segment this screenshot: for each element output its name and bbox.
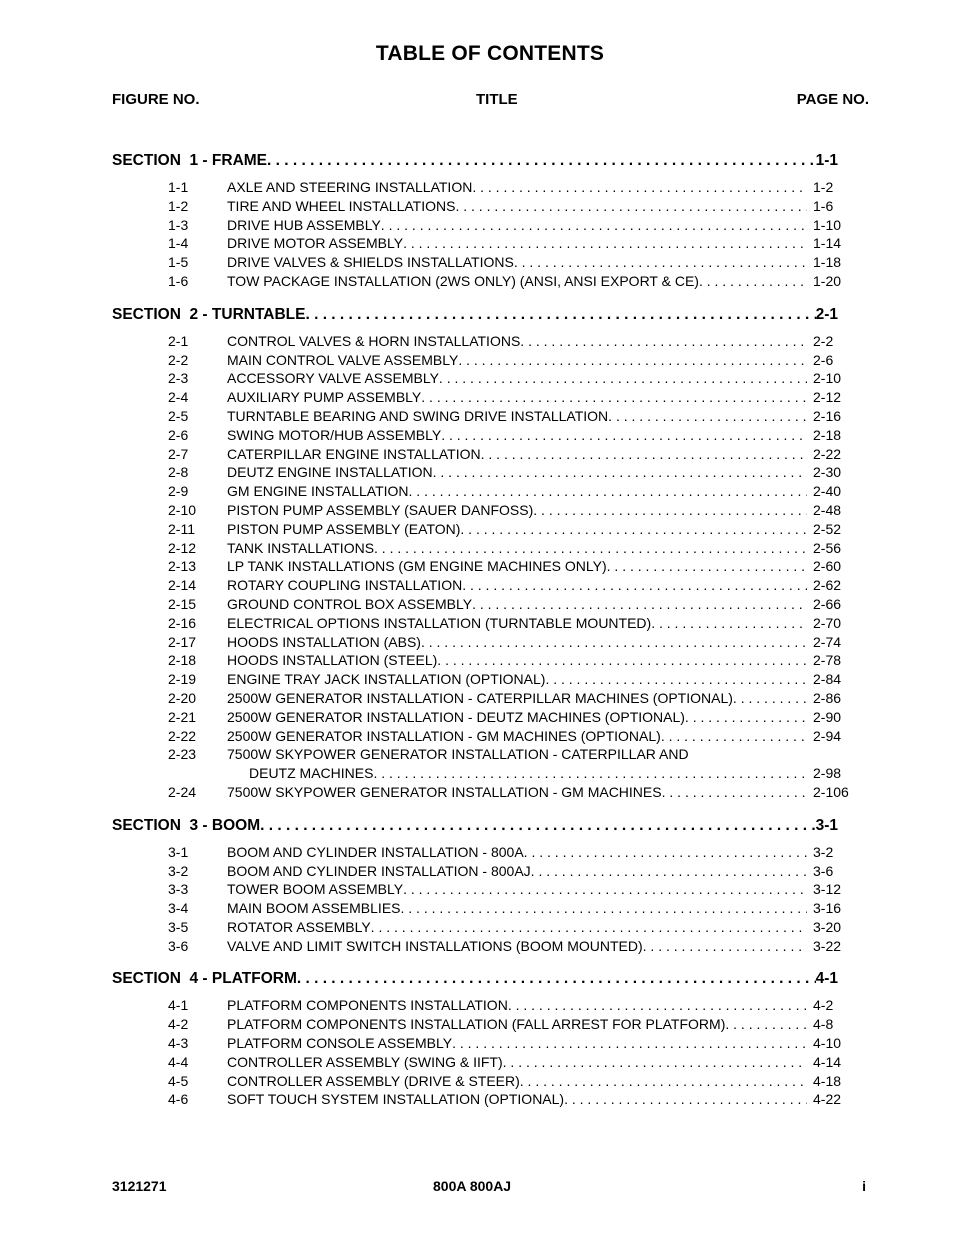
entry-line bbox=[227, 253, 807, 272]
entry-title: 2500W GENERATOR INSTALLATION - GM MACHINES (OPTIONAL) bbox=[227, 727, 661, 744]
toc-entry[interactable] bbox=[112, 862, 852, 881]
entry-line bbox=[227, 407, 807, 426]
entry-page: 2-74 bbox=[813, 633, 842, 650]
entry-title: TOW PACKAGE INSTALLATION (2WS ONLY) (ANSI, ANSI EXPORT & CE) bbox=[227, 272, 699, 289]
toc-entry[interactable] bbox=[112, 332, 852, 351]
entry-title: ENGINE TRAY JACK INSTALLATION (OPTIONAL) bbox=[227, 671, 546, 688]
figure-number: 4-5 bbox=[168, 1072, 189, 1089]
entry-page: 4-18 bbox=[813, 1072, 842, 1089]
entry-title: TIRE AND WHEEL INSTALLATIONS bbox=[227, 197, 456, 214]
toc-entry[interactable] bbox=[112, 557, 852, 576]
toc-entry[interactable] bbox=[112, 764, 852, 783]
toc-entry[interactable] bbox=[112, 234, 852, 253]
entry-page: 1-14 bbox=[813, 235, 842, 252]
entry-page: 3-20 bbox=[813, 918, 842, 935]
entry-title: DRIVE HUB ASSEMBLY bbox=[227, 216, 381, 233]
entry-line bbox=[227, 633, 807, 652]
entry-page: 1-2 bbox=[813, 179, 834, 195]
entry-title: GM ENGINE INSTALLATION bbox=[227, 483, 409, 500]
entry-page: 1-10 bbox=[813, 216, 842, 233]
entry-line bbox=[227, 745, 804, 764]
entry-line bbox=[227, 614, 807, 633]
entry-title: LP TANK INSTALLATIONS (GM ENGINE MACHINES ONLY) bbox=[227, 558, 607, 575]
toc-entry[interactable] bbox=[112, 1072, 852, 1091]
dot-leader bbox=[460, 520, 807, 539]
entry-title: AXLE AND STEERING INSTALLATION bbox=[227, 179, 473, 195]
entry-page: 2-56 bbox=[813, 539, 842, 556]
entry-page: 2-60 bbox=[813, 558, 842, 575]
figure-number: 2-7 bbox=[168, 445, 189, 462]
entry-line bbox=[227, 369, 807, 388]
entry-title: HOODS INSTALLATION (ABS) bbox=[227, 633, 421, 650]
entry-line bbox=[227, 351, 807, 370]
dot-leader bbox=[531, 862, 807, 881]
entry-page: 2-18 bbox=[813, 426, 842, 443]
entry-page: 3-12 bbox=[813, 881, 842, 898]
entry-title: MAIN CONTROL VALVE ASSEMBLY bbox=[227, 351, 459, 368]
entry-page: 2-84 bbox=[813, 671, 842, 688]
figure-number: 4-1 bbox=[168, 997, 189, 1014]
section-heading[interactable] bbox=[112, 305, 838, 325]
toc-entry[interactable] bbox=[112, 197, 852, 216]
dot-leader bbox=[503, 1053, 807, 1072]
toc-entry[interactable] bbox=[112, 1015, 852, 1034]
table-of-contents bbox=[112, 151, 852, 1123]
entry-page: 3-16 bbox=[813, 900, 842, 917]
entry-page: 2-90 bbox=[813, 708, 842, 725]
dot-leader bbox=[607, 557, 807, 576]
toc-entry[interactable] bbox=[112, 996, 852, 1015]
dot-leader bbox=[545, 670, 807, 689]
entry-line bbox=[227, 880, 807, 899]
entry-line bbox=[227, 670, 807, 689]
figure-number: 1-5 bbox=[168, 254, 189, 271]
dot-leader bbox=[433, 463, 807, 482]
entry-line bbox=[227, 426, 807, 445]
entry-page: 2-30 bbox=[813, 464, 842, 481]
section-heading[interactable] bbox=[112, 969, 838, 989]
entry-line bbox=[227, 1053, 807, 1072]
dot-leader bbox=[373, 764, 807, 783]
toc-entry[interactable] bbox=[112, 1034, 852, 1053]
entry-title: PISTON PUMP ASSEMBLY (SAUER DANFOSS) bbox=[227, 501, 534, 518]
entry-page: 2-86 bbox=[813, 689, 842, 706]
toc-section-group bbox=[112, 151, 852, 291]
figure-number: 2-15 bbox=[168, 595, 197, 612]
toc-entry[interactable] bbox=[112, 783, 852, 802]
toc-entry[interactable] bbox=[112, 843, 852, 862]
entry-page: 1-18 bbox=[813, 254, 842, 271]
figure-number: 2-3 bbox=[168, 370, 189, 387]
entry-line bbox=[227, 576, 807, 595]
dot-leader bbox=[685, 708, 807, 727]
entry-title: ROTATOR ASSEMBLY bbox=[227, 918, 371, 935]
dot-leader bbox=[458, 351, 807, 370]
entry-title: ACCESSORY VALVE ASSEMBLY bbox=[227, 370, 439, 387]
entry-page: 2-52 bbox=[813, 520, 842, 537]
dot-leader bbox=[267, 151, 816, 171]
entry-line bbox=[227, 520, 807, 539]
toc-entry[interactable] bbox=[112, 651, 852, 670]
figure-number: 2-8 bbox=[168, 464, 189, 481]
entry-title: AUXILIARY PUMP ASSEMBLY bbox=[227, 389, 422, 406]
entry-line bbox=[227, 1090, 807, 1109]
figure-number: 2-17 bbox=[168, 633, 197, 650]
entry-page: 2-106 bbox=[813, 783, 849, 800]
entry-line bbox=[227, 272, 807, 291]
entry-line bbox=[227, 197, 807, 216]
dot-leader bbox=[374, 539, 807, 558]
section-title: SECTION 1 - FRAME bbox=[112, 152, 268, 169]
figure-number: 4-6 bbox=[168, 1091, 189, 1108]
toc-entry[interactable] bbox=[112, 937, 852, 956]
dot-leader bbox=[733, 689, 807, 708]
figure-number: 2-6 bbox=[168, 426, 189, 443]
section-page: 2-1 bbox=[815, 305, 838, 323]
entry-page: 3-22 bbox=[813, 937, 842, 954]
title-header: TITLE bbox=[476, 91, 518, 108]
dot-leader bbox=[403, 234, 807, 253]
dot-leader bbox=[441, 426, 807, 445]
figure-number: 1-1 bbox=[168, 179, 189, 195]
entry-title: BOOM AND CYLINDER INSTALLATION - 800A bbox=[227, 843, 524, 860]
entry-title: BOOM AND CYLINDER INSTALLATION - 800AJ bbox=[227, 862, 531, 879]
toc-entry[interactable] bbox=[112, 253, 852, 272]
entry-page: 2-40 bbox=[813, 483, 842, 500]
entry-title: 2500W GENERATOR INSTALLATION - CATERPILLAR MACHINES (OPTIONAL) bbox=[227, 689, 733, 706]
figure-number: 1-3 bbox=[168, 216, 189, 233]
entry-title: 7500W SKYPOWER GENERATOR INSTALLATION - CATERPILLAR AND bbox=[227, 746, 689, 763]
toc-entry[interactable] bbox=[112, 880, 852, 899]
entry-title: GROUND CONTROL BOX ASSEMBLY bbox=[227, 595, 473, 612]
entry-line bbox=[227, 178, 807, 197]
figure-number: 2-2 bbox=[168, 351, 189, 368]
figure-number: 2-13 bbox=[168, 558, 197, 575]
entry-line bbox=[227, 899, 807, 918]
entry-line bbox=[227, 216, 807, 235]
entry-page: 2-98 bbox=[813, 765, 842, 782]
toc-entry[interactable] bbox=[112, 501, 852, 520]
section-page: 4-1 bbox=[815, 970, 838, 988]
dot-leader bbox=[401, 899, 808, 918]
dot-leader bbox=[462, 576, 807, 595]
entry-title: VALVE AND LIMIT SWITCH INSTALLATIONS (BOOM MOUNTED) bbox=[227, 937, 643, 954]
entry-line bbox=[227, 501, 807, 520]
entry-page: 2-48 bbox=[813, 501, 842, 518]
entry-page: 4-2 bbox=[813, 997, 834, 1014]
section-heading[interactable] bbox=[112, 816, 838, 836]
toc-entry[interactable] bbox=[112, 520, 852, 539]
entry-line bbox=[227, 843, 807, 862]
figure-number: 4-4 bbox=[168, 1053, 189, 1070]
entry-line bbox=[227, 595, 807, 614]
entry-page: 4-22 bbox=[813, 1091, 842, 1108]
figure-number: 2-19 bbox=[168, 671, 197, 688]
figure-number: 2-14 bbox=[168, 577, 197, 594]
dot-leader bbox=[508, 996, 807, 1015]
entry-title: DEUTZ ENGINE INSTALLATION bbox=[227, 464, 433, 481]
dot-leader bbox=[297, 969, 816, 989]
dot-leader bbox=[439, 369, 807, 388]
entry-page: 4-10 bbox=[813, 1035, 842, 1052]
entry-page: 2-16 bbox=[813, 407, 842, 424]
toc-entry[interactable] bbox=[112, 539, 852, 558]
toc-entry[interactable] bbox=[112, 745, 852, 764]
entry-title: 7500W SKYPOWER GENERATOR INSTALLATION - GM MACHINES bbox=[227, 783, 662, 800]
entry-title: PISTON PUMP ASSEMBLY (EATON) bbox=[227, 520, 461, 537]
figure-number: 3-5 bbox=[168, 918, 189, 935]
dot-leader bbox=[452, 1034, 807, 1053]
entry-line bbox=[227, 937, 807, 956]
toc-entry[interactable] bbox=[112, 178, 852, 197]
figure-number: 3-4 bbox=[168, 900, 189, 917]
entry-line bbox=[227, 1034, 807, 1053]
entry-line bbox=[227, 1072, 807, 1091]
section-heading[interactable] bbox=[112, 151, 838, 171]
dot-leader bbox=[260, 816, 815, 836]
entry-page: 2-94 bbox=[813, 727, 842, 744]
entry-page: 2-10 bbox=[813, 370, 842, 387]
entry-line bbox=[227, 727, 807, 746]
toc-entry[interactable] bbox=[112, 708, 852, 727]
entry-page: 2-78 bbox=[813, 652, 842, 669]
dot-leader bbox=[437, 651, 807, 670]
entry-title: CONTROLLER ASSEMBLY (DRIVE & STEER) bbox=[227, 1072, 520, 1089]
entry-line bbox=[227, 234, 807, 253]
entry-page: 2-66 bbox=[813, 595, 842, 612]
dot-leader bbox=[651, 614, 807, 633]
dot-leader bbox=[725, 1015, 807, 1034]
dot-leader bbox=[421, 388, 807, 407]
entry-line bbox=[227, 651, 807, 670]
entry-page: 1-6 bbox=[813, 197, 834, 214]
figure-number: 2-21 bbox=[168, 708, 197, 725]
toc-section-group bbox=[112, 969, 852, 1109]
model-name: 800A 800AJ bbox=[433, 1178, 512, 1194]
dot-leader bbox=[533, 501, 807, 520]
toc-entry[interactable] bbox=[112, 899, 852, 918]
dot-leader bbox=[608, 407, 807, 426]
entry-line bbox=[227, 463, 807, 482]
entry-page: 2-6 bbox=[813, 351, 834, 368]
entry-page: 2-22 bbox=[813, 445, 842, 462]
figure-number: 3-1 bbox=[168, 843, 189, 860]
figure-number: 2-5 bbox=[168, 407, 189, 424]
dot-leader bbox=[520, 332, 807, 351]
entry-line bbox=[227, 783, 807, 802]
entry-line bbox=[227, 539, 807, 558]
toc-entry[interactable] bbox=[112, 407, 852, 426]
entry-line bbox=[227, 445, 807, 464]
entry-title: ELECTRICAL OPTIONS INSTALLATION (TURNTABLE MOUNTED) bbox=[227, 614, 652, 631]
page-no-header: PAGE NO. bbox=[796, 91, 869, 108]
entry-line bbox=[227, 689, 807, 708]
toc-entry[interactable] bbox=[112, 727, 852, 746]
entry-title: SOFT TOUCH SYSTEM INSTALLATION (OPTIONAL) bbox=[227, 1091, 565, 1108]
dot-leader bbox=[661, 727, 807, 746]
toc-section-group bbox=[112, 305, 852, 802]
figure-number: 2-16 bbox=[168, 614, 197, 631]
section-title: SECTION 2 - TURNTABLE bbox=[112, 305, 306, 323]
figure-number: 2-12 bbox=[168, 539, 197, 556]
dot-leader bbox=[455, 197, 807, 216]
figure-number: 1-6 bbox=[168, 272, 189, 289]
toc-entry[interactable] bbox=[112, 351, 852, 370]
figure-number: 2-11 bbox=[168, 520, 195, 537]
figure-number: 2-24 bbox=[168, 783, 197, 800]
toc-entry[interactable] bbox=[112, 426, 852, 445]
entry-line bbox=[227, 1015, 807, 1034]
document-number: 3121271 bbox=[112, 1178, 167, 1194]
dot-leader bbox=[421, 633, 807, 652]
figure-number: 3-3 bbox=[168, 881, 189, 898]
figure-number: 2-18 bbox=[168, 652, 197, 669]
toc-entry[interactable] bbox=[112, 918, 852, 937]
dot-leader bbox=[371, 918, 807, 937]
entry-line bbox=[227, 557, 807, 576]
entry-title: CONTROL VALVES & HORN INSTALLATIONS bbox=[227, 332, 521, 349]
toc-entry[interactable] bbox=[112, 576, 852, 595]
figure-number: 3-6 bbox=[168, 937, 189, 954]
entry-title: 2500W GENERATOR INSTALLATION - DEUTZ MACHINES (OPTIONAL) bbox=[227, 708, 685, 725]
dot-leader bbox=[481, 445, 807, 464]
entry-title: ROTARY COUPLING INSTALLATION bbox=[227, 577, 463, 594]
dot-leader bbox=[514, 253, 807, 272]
figure-number: 1-2 bbox=[168, 197, 189, 214]
figure-number: 2-4 bbox=[168, 389, 189, 406]
entry-title: PLATFORM COMPONENTS INSTALLATION bbox=[227, 997, 508, 1014]
toc-entry[interactable] bbox=[112, 689, 852, 708]
entry-page: 4-8 bbox=[813, 1016, 834, 1033]
entry-title: CATERPILLAR ENGINE INSTALLATION bbox=[227, 445, 481, 462]
entry-line bbox=[227, 918, 807, 937]
entry-line bbox=[227, 708, 807, 727]
toc-entry[interactable] bbox=[112, 216, 852, 235]
toc-entry[interactable] bbox=[112, 463, 852, 482]
entry-title: MAIN BOOM ASSEMBLIES bbox=[227, 900, 401, 917]
entry-page: 2-70 bbox=[813, 614, 842, 631]
toc-entry[interactable] bbox=[112, 595, 852, 614]
entry-page: 2-62 bbox=[813, 577, 842, 594]
entry-page: 3-6 bbox=[813, 862, 834, 879]
entry-title: TURNTABLE BEARING AND SWING DRIVE INSTALLATION bbox=[227, 407, 609, 424]
figure-number: 2-1 bbox=[168, 332, 189, 349]
toc-entry[interactable] bbox=[112, 1053, 852, 1072]
entry-title: PLATFORM CONSOLE ASSEMBLY bbox=[227, 1035, 453, 1052]
figure-number: 1-4 bbox=[168, 235, 189, 252]
dot-leader bbox=[662, 783, 807, 802]
entry-title: DRIVE VALVES & SHIELDS INSTALLATIONS bbox=[227, 254, 514, 271]
figure-number: 2-23 bbox=[168, 746, 197, 763]
section-title: SECTION 3 - BOOM bbox=[112, 816, 261, 834]
figure-number: 2-9 bbox=[168, 483, 189, 500]
section-page: 3-1 bbox=[815, 816, 838, 834]
dot-leader bbox=[305, 305, 815, 325]
entry-line bbox=[227, 996, 807, 1015]
toc-section-group bbox=[112, 816, 852, 956]
toc-entry[interactable] bbox=[112, 388, 852, 407]
section-page: 1-1 bbox=[815, 152, 838, 169]
entry-page: 4-14 bbox=[813, 1053, 842, 1070]
entry-title: HOODS INSTALLATION (STEEL) bbox=[227, 652, 438, 669]
entry-title: TANK INSTALLATIONS bbox=[227, 539, 375, 556]
figure-number: 4-2 bbox=[168, 1016, 189, 1033]
entry-title: SWING MOTOR/HUB ASSEMBLY bbox=[227, 426, 442, 443]
toc-entry[interactable] bbox=[112, 272, 852, 291]
dot-leader bbox=[409, 482, 807, 501]
dot-leader bbox=[524, 843, 807, 862]
page-title: TABLE OF CONTENTS bbox=[375, 42, 605, 65]
toc-entry[interactable] bbox=[112, 614, 852, 633]
page-number: i bbox=[862, 1178, 866, 1194]
toc-entry[interactable] bbox=[112, 670, 852, 689]
figure-no-header: FIGURE NO. bbox=[112, 91, 200, 108]
toc-entry[interactable] bbox=[112, 369, 852, 388]
toc-entry[interactable] bbox=[112, 482, 852, 501]
toc-entry[interactable] bbox=[112, 445, 852, 464]
entry-line bbox=[227, 388, 807, 407]
entry-title: TOWER BOOM ASSEMBLY bbox=[227, 881, 404, 898]
entry-page: 3-2 bbox=[813, 843, 834, 860]
dot-leader bbox=[403, 880, 807, 899]
section-title: SECTION 4 - PLATFORM bbox=[112, 970, 297, 988]
entry-line bbox=[227, 764, 807, 783]
figure-number: 4-3 bbox=[168, 1035, 189, 1052]
entry-title: CONTROLLER ASSEMBLY (SWING & IIFT) bbox=[227, 1053, 503, 1070]
dot-leader bbox=[699, 272, 807, 291]
toc-entry[interactable] bbox=[112, 1090, 852, 1109]
dot-leader bbox=[564, 1090, 807, 1109]
entry-page: 1-20 bbox=[813, 272, 842, 289]
entry-title: DEUTZ MACHINES bbox=[249, 765, 374, 782]
figure-number: 2-22 bbox=[168, 727, 197, 744]
entry-title: PLATFORM COMPONENTS INSTALLATION (FALL ARREST FOR PLATFORM) bbox=[227, 1016, 726, 1033]
entry-title: DRIVE MOTOR ASSEMBLY bbox=[227, 235, 404, 252]
dot-leader bbox=[472, 595, 807, 614]
entry-page: 2-12 bbox=[813, 389, 842, 406]
toc-entry[interactable] bbox=[112, 633, 852, 652]
entry-line bbox=[227, 482, 807, 501]
entry-page: 2-2 bbox=[813, 332, 834, 349]
dot-leader bbox=[472, 178, 807, 197]
dot-leader bbox=[381, 216, 807, 235]
figure-number: 2-10 bbox=[168, 501, 197, 518]
entry-line bbox=[227, 332, 807, 351]
dot-leader bbox=[520, 1072, 807, 1091]
dot-leader bbox=[643, 937, 807, 956]
figure-number: 3-2 bbox=[168, 862, 189, 879]
entry-line bbox=[227, 862, 807, 881]
figure-number: 2-20 bbox=[168, 689, 197, 706]
